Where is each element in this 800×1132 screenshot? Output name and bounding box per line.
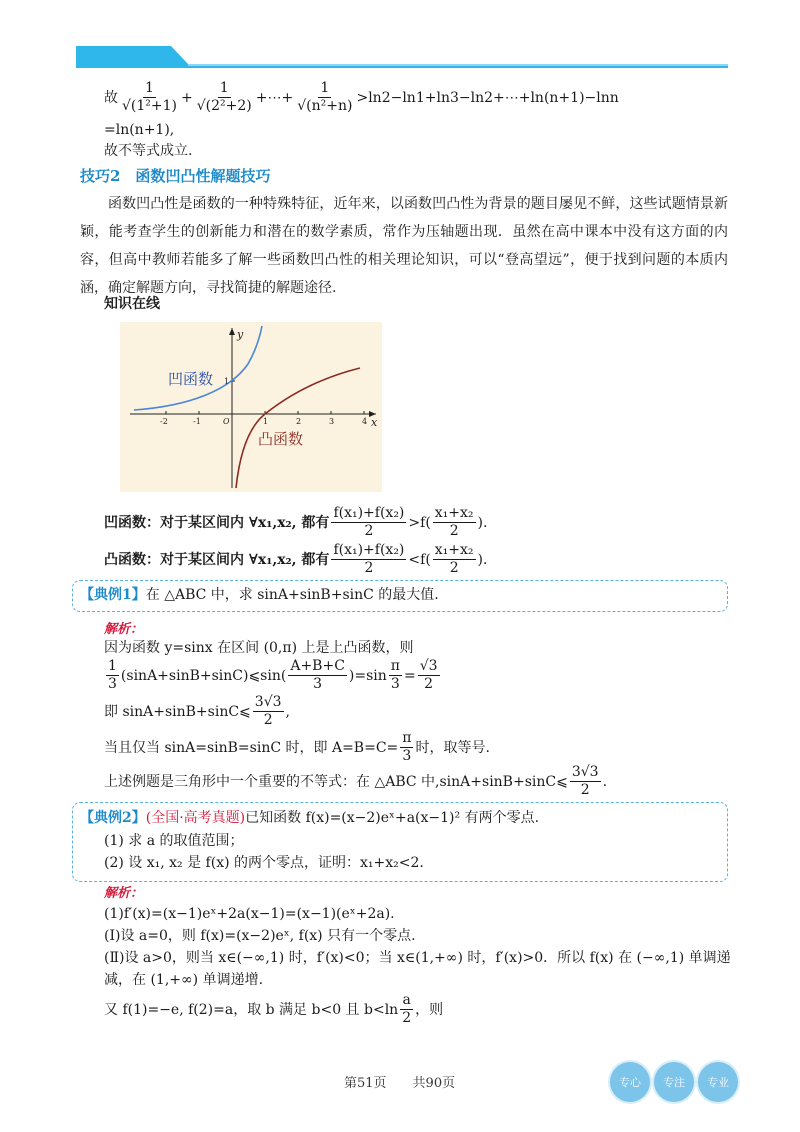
proof-line-2: =ln(n+1), [104,122,175,138]
convex-definition: 凸函数：对于某区间内 ∀x₁,x₂, 都有 $\frac{\text{f(x₁)+f(x₂)}}{2}$ <f( $\frac{\text{x₁+x₂}}{2}$ ). [104,542,488,576]
example1-line1: 因为函数 y=sinx 在区间 (0,π) 上是上凸函数，则 [104,640,414,656]
top-banner [76,44,728,70]
page-number: 第51页 共90页 [344,1076,456,1091]
tick-3: 3 [329,417,335,426]
example2-label: 【典例2】 [80,810,146,826]
tick-origin: O [223,417,230,426]
example2-step3a: (Ⅱ)设 a>0，则当 x∈(−∞,1) 时，f′(x)<0；当 x∈(1,+∞) 时，f′(x)>0．所以 f(x) 在 (−∞,1) 单调递 [104,950,731,966]
proof-line-3: 故不等式成立. [104,143,193,159]
badge-zhuanzhu: 专注 [654,1062,694,1102]
example1-line3: 即 sinA+sinB+sinC⩽ $\frac{3√3}{2}$ , [104,694,290,728]
example2-step4: 又 f(1)=−e, f(2)=a，取 b 满足 b<0 且 b<ln $\frac{a}{2}$ ，则 [104,992,444,1026]
example1-line4: 当且仅当 sinA=sinB=sinC 时，即 A=B=C= $\frac{\pi}{3}$ 时，取等号. [104,730,490,764]
example2-step1: (1)f′(x)=(x−1)eˣ+2a(x−1)=(x−1)(eˣ+2a). [104,906,395,922]
knowledge-label: 知识在线 [104,296,160,312]
example2-q2: (2) 设 x₁, x₂ 是 f(x) 的两个零点，证明：x₁+x₂<2. [104,855,424,871]
example2-step2: (Ⅰ)设 a=0，则 f(x)=(x−2)eˣ, f(x) 只有一个零点. [104,928,416,944]
tick-y1: 1 [224,377,230,386]
section-intro: 函数凹凸性是函数的一种特殊特征，近年来，以函数凹凸性为背景的题目屡见不鲜，这些试题情景新颖，能考查学生的创新能力和潜在的数学素质，常作为压轴题出现．虽然在高中课本中没有这方面的内容，但高中教师若能多了解一些函数凹凸性的相关理论知识，可以“登高望远”，便于找到问题的本质内涵，确定解题方向，寻找简捷的解题途径. [80,196,728,296]
footer-badges [610,1062,738,1102]
concave-definition: 凹函数：对于某区间内 ∀x₁,x₂, 都有 $\frac{\text{f(x₁)+f(x₂)}}{2}$ >f( $\frac{\text{x₁+x₂}}{2}$ ). [104,505,488,539]
concave-label: 凹函数 [168,370,214,388]
example2-step3b: 减，在 (1,+∞) 单调递增. [104,972,264,988]
concavity-graph [120,322,382,492]
tick-4: 4 [362,417,368,426]
section-title: 技巧2 函数凹凸性解题技巧 [80,167,271,185]
example1-analysis-label: 解析： [104,622,144,637]
badge-zhuanxin: 专心 [610,1062,650,1102]
example2-analysis-label: 解析： [104,886,144,901]
example2-q1: (1) 求 a 的取值范围； [104,833,244,849]
x-axis-label: x [371,416,378,429]
example1-question: 【典例1】在 △ABC 中，求 sinA+sinB+sinC 的最大值. [80,587,439,603]
example1-line2: $\frac{1}{3}$ (sinA+sinB+sinC)⩽sin( $\frac{A+B+C}{3}$ )=sin $\frac{\pi}{3}$ = $\frac{√3}{2}$ [108,658,438,692]
tick-m1: -1 [193,417,201,426]
example2-source: (全国·高考真题) [145,810,246,826]
proof-line-1: 故 $\frac{1}{\text{√(1²+1)}}$ + $\frac{1}{\text{√(2²+2)}}$ +⋯+ $\frac{1}{\text{√(n²+n)}}$ >ln2−ln1+ln3−ln2+⋯+ln(n+1)−lnn [104,80,619,114]
tick-2: 2 [296,417,302,426]
example1-label: 【典例1】 [80,587,146,603]
badge-zhuanye: 专业 [698,1062,738,1102]
tick-1: 1 [263,417,269,426]
example2-question: 【典例2】(全国·高考真题)已知函数 f(x)=(x−2)eˣ+a(x−1)² 有两个零点. [80,810,540,826]
convex-label: 凸函数 [258,430,304,448]
tick-m2: -2 [160,417,168,426]
example1-line5: 上述例题是三角形中一个重要的不等式：在 △ABC 中,sinA+sinB+sinC⩽ $\frac{3√3}{2}$ . [104,764,608,798]
y-axis-label: y [237,328,244,341]
